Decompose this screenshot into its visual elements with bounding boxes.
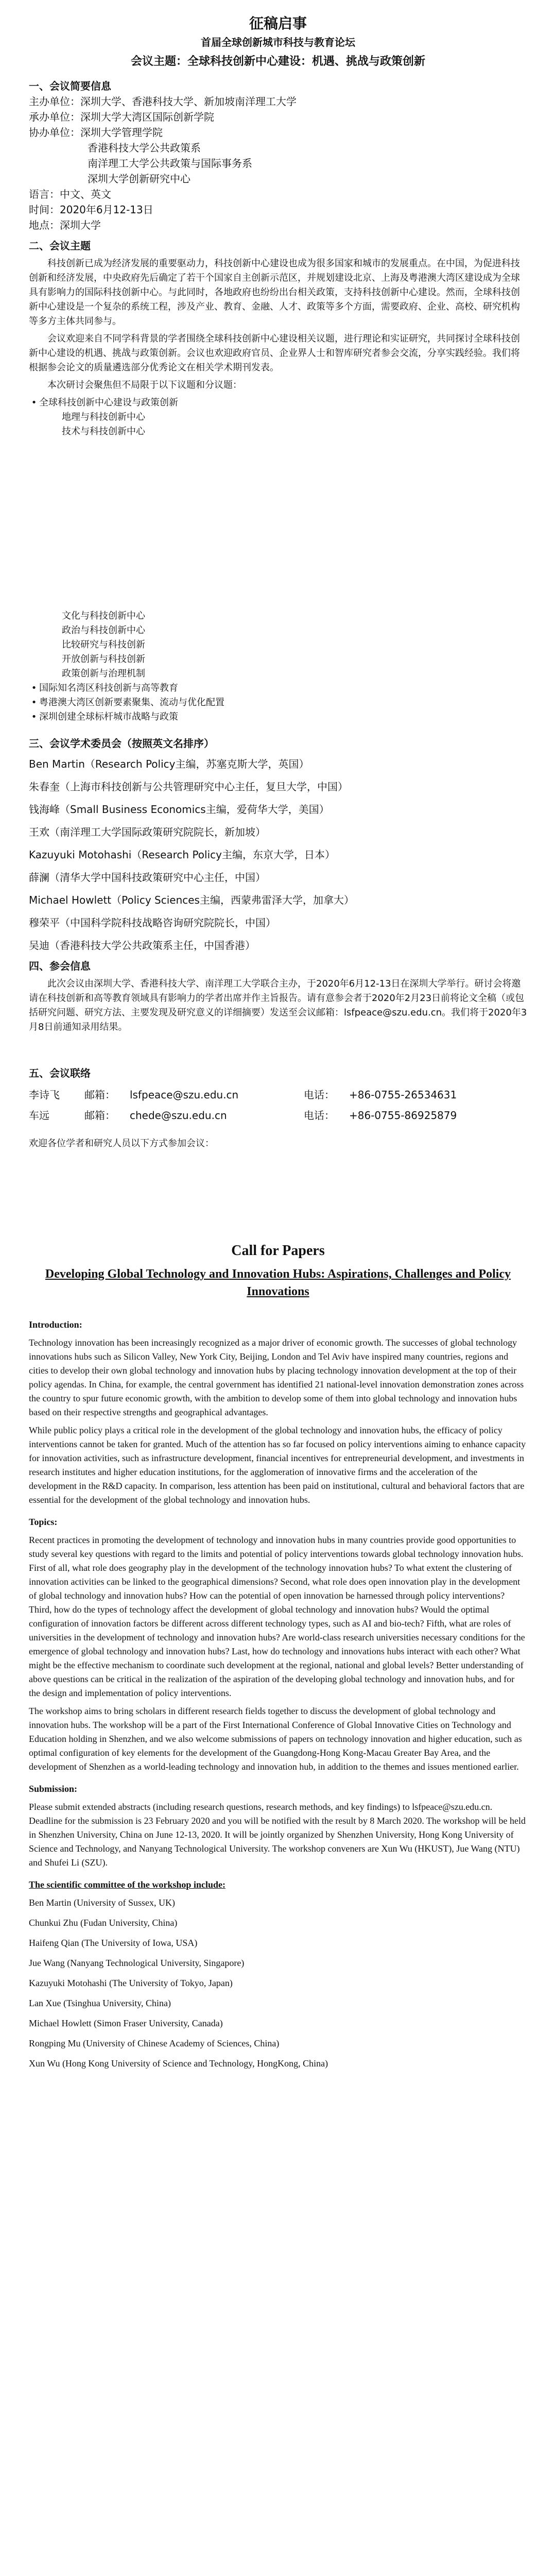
cn-header [0,13,556,70]
en-intro-title: Introduction: [29,1319,82,1330]
cn-topic-1: • 全球科技创新中心建设与政策创新 [0,396,556,410]
cn-paragraph-3: 本次研讨会聚焦但不局限于以下议题和分议题： [47,380,242,391]
cn-committee-1: Ben Martin（Research Policy主编，苏塞克斯大学，英国） [29,758,309,770]
cn-footer-welcome: 欢迎各位学者和研究人员以下方式参加会议： [29,1138,214,1149]
cn-section-2 [0,238,556,724]
cn-meta-1: 主办单位：深圳大学、香港科技大学、新加坡南洋理工大学 [29,95,297,108]
cn-committee-2: 朱春奎（上海市科技创新与公共管理研究中心主任，复旦大学，中国） [29,781,348,793]
cn-topics-list [0,396,556,724]
cn-contact-1-email[interactable]: lsfpeace@szu.edu.cn [130,1089,239,1101]
en-intro-paragraph-2: While public policy plays a critical role in the development of the global technology and innovation hubs, the efficacy of policy interventions cannot be taken for granted. Much of the attention has so far focused on policy interventions aiming to enhance capacity for innovation activities, such as infrastructure development, financial incentives for entrepreneurial development, and investments in research institutes and higher education institutions, for the agglomeration of innovative firms and the acceleration of the development in the R&D capacity. In comparison, less attention has been paid on institutional, cultural and behavioral factors that are essential for the development of the global technology and innovation hubs. [29,1425,526,1505]
cn-topic-11: • 深圳创建全球标杆城市战略与政策 [0,710,556,724]
en-submission-title: Submission: [29,1784,78,1794]
cn-topic-2: 地理与科技创新中心 [62,412,145,422]
cn-committee-6: 薛澜（清华大学中国科技政策研究中心主任，中国） [29,871,266,884]
cn-contact-1 [0,1087,556,1103]
cn-meta-4: 香港科技大学公共政策系 [88,142,201,154]
cn-topic-9: • 国际知名湾区科技创新与高等教育 [0,681,556,696]
cn-topic-6: 比较研究与科技创新 [62,639,145,650]
en-intro [0,1318,556,2071]
cn-contact-2-phone-label: 电话： [304,1109,335,1122]
cn-sec2-title: 二、会议主题 [29,240,91,252]
cn-contact-1-email-label: 邮箱： [84,1089,115,1101]
cn-topic-11-text: 深圳创建全球标杆城市战略与政策 [39,711,178,722]
en-topics-title: Topics: [29,1517,58,1527]
cn-contact-2-phone: +86-0755-86925879 [349,1109,457,1122]
cn-committee-8: 穆荣平（中国科学院科技战略咨询研究院院长，中国） [29,917,276,929]
en-committee-3: Haifeng Qian (The University of Iowa, USA) [29,1938,198,1948]
cn-title-main: 征稿启事 [249,15,307,32]
en-committee-4: Jue Wang (Nanyang Technological University, Singapore) [29,1958,245,1968]
cn-meta-8: 时间：2020年6月12-13日 [29,204,153,216]
cn-contact-2-name: 车远 [29,1109,49,1122]
cn-sec4-title: 四、参会信息 [29,960,91,972]
cn-sec5-title: 五、会议联络 [29,1067,91,1079]
en-title-b: Developing Global Technology and Innovation Hubs: Aspirations, Challenges and Policy Innovations [45,1267,511,1298]
en-submission-paragraph: Please submit extended abstracts (including research questions, research methods, and key findings) to lsfpeace@szu.edu.cn. Deadline for the submission is 23 February 2020 and you will be notified with the result by 8 March 2020. The workshop will be held in Shenzhen University, China on June 12-13, 2020. It will be jointly organized by Shenzhen University, Hong Kong University of Science and Technology, and Nanyang Technological University. The workshop conveners are Xun Wu (HKUST), Jue Wang (NTU) and Shufei Li (SZU). [29,1802,526,1868]
cn-committee-7: Michael Howlett（Policy Sciences主编，西蒙弗雷泽大学，加拿大） [29,894,354,906]
en-committee-8: Rongping Mu (University of Chinese Academy of Sciences, China) [29,2038,280,2048]
en-committee-9: Xun Wu (Hong Kong University of Science and Technology, HongKong, China) [29,2058,328,2069]
cn-contact-2-email[interactable]: chede@szu.edu.cn [130,1109,227,1122]
cn-committee-3: 钱海峰（Small Business Economics主编，爱荷华大学，美国） [29,803,329,816]
cn-sec3-title: 三、会议学术委员会（按照英文名排序） [29,737,214,750]
cn-contact-2-email-label: 邮箱： [84,1109,115,1122]
cn-committee-9: 吴迪（香港科技大学公共政策系主任，中国香港） [29,939,255,952]
cn-meta-7: 语言：中文、英文 [29,188,111,200]
cn-section-1 [0,78,556,233]
en-topics-paragraph-2: The workshop aims to bring scholars in different research fields together to discuss the development of global technology and innovation hubs. The workshop will be a part of the First International Conference of Global Innovative Cities on Technology and Education holding in Shenzhen, and we also welcome submissions of papers on technology innovation and higher education, such as optimal configuration of key elements for the development of the Guangdong-Hong Kong-Macau Greater Bay Area, and the development of Shenzhen as a world-leading technology and innovation hub, in addition to the themes and issues mentioned earlier. [29,1706,522,1772]
cn-topics-spacer [0,439,556,609]
cn-paragraph-4: 此次会议由深圳大学、香港科技大学、南洋理工大学联合主办，于2020年6月12-13日在深圳大学举行。研讨会将邀请在科技创新和高等教育领域具有影响力的学者出席并作主旨报告。请有意参会者于2020年2月23日前将论文全稿（或包括研究问题、研究方法、主要发现及研究意义的详细摘要）发送至会议邮箱：lsfpeace@szu.edu.cn。我们将于2020年3月8日前通知录用结果。 [29,978,527,1032]
en-committee-1: Ben Martin (University of Sussex, UK) [29,1897,175,1908]
cn-meta-3: 协办单位：深圳大学管理学院 [29,126,163,139]
en-committee-2: Chunkui Zhu (Fudan University, China) [29,1918,178,1928]
cn-contact-1-phone: +86-0755-26534631 [349,1089,457,1101]
en-title-a: Call for Papers [231,1243,325,1259]
en-committee-5: Kazuyuki Motohashi (The University of Tokyo, Japan) [29,1978,233,1988]
cn-section-5 [0,1065,556,1151]
cn-meta-9: 地点：深圳大学 [29,219,101,231]
cn-committee-5: Kazuyuki Motohashi（Research Policy主编，东京大学，日本） [29,849,335,861]
cn-subtitle: 会议主题：全球科技创新中心建设：机遇、挑战与政策创新 [130,55,425,68]
en-topics-paragraph-1: Recent practices in promoting the development of technology and innovation hubs in many countries provide good opportunities to study several key questions with regard to the limits and potential of policy interventions towards global technology innovation hubs. First of all, what role does geography play in the development of the technology innovation hubs? To what extent the clustering of innovation activities can be linked to the geographical dimensions? Second, what role does open innovation play in the development of global technology and innovation hubs? How can the potential of open innovation be harnessed through policy interventions? Third, how do the types of technology affect the development of global technology and innovation hubs? Would the optimal configuration of innovation factors be different across different technology types, such as AI and bio-tech? Fifth, what are roles of universities in the development of technology and innovation hubs? Are world-class research universities necessary conditions for the emergence of global technology and innovation hubs? Last, how do technology and innovations hubs interact with each other? What might be the effective mechanism to coordinate such development at the regional, national and global levels? Better understanding of above questions can be critical in the realization of the aspiration of the developing global technology and innovation hubs, and for the design and implementation of policy interventions. [29,1535,525,1698]
cn-topic-8: 政策创新与治理机制 [62,668,145,679]
en-header [0,1242,556,1300]
en-committee-7: Michael Howlett (Simon Fraser University, Canada) [29,2018,223,2028]
en-committee-title: The scientific committee of the workshop include: [29,1879,225,1890]
cn-topic-1-text: 全球科技创新中心建设与政策创新 [39,397,178,408]
cn-topic-7: 开放创新与科技创新 [62,654,145,665]
cn-topic-5: 政治与科技创新中心 [62,625,145,636]
cn-title-sub: 首届全球创新城市科技与教育论坛 [201,36,355,48]
cn-topic-4: 文化与科技创新中心 [62,611,145,621]
cn-contact-2 [0,1108,556,1123]
cn-meta-5: 南洋理工大学公共政策与国际事务系 [88,157,252,170]
cn-topic-10: • 粤港澳大湾区创新要素聚集、流动与优化配置 [0,696,556,710]
cn-meta-2: 承办单位：深圳大学大湾区国际创新学院 [29,111,214,123]
cn-topic-10-text: 粤港澳大湾区创新要素聚集、流动与优化配置 [39,697,224,708]
cn-section-3 [0,736,556,960]
en-committee-6: Lan Xue (Tsinghua University, China) [29,1998,171,2008]
cn-paragraph-2: 会议欢迎来自不同学科背景的学者围绕全球科技创新中心建设相关议题，进行理论和实证研究，共同探讨全球科技创新中心建设的机遇、挑战与政策创新。会议也欢迎政府官员、企业界人士和智库研究者参会交流，分享实践经验。我们将根据参会论文的质量遴选部分优秀论文在相关学术期刊发表。 [29,333,520,373]
cn-paragraph-1: 科技创新已成为经济发展的重要驱动力，科技创新中心建设也成为很多国家和城市的发展重点。在中国，为促进科技创新和经济发展，中央政府先后确定了若干个国家自主创新示范区，并规划建设北京、上海及粤港澳大湾区建设成为全球具有影响力的国际科技创新中心。与此同时，各地政府也纷纷出台相关政策，支持科技创新中心建设。然而，全球科技创新中心建设是一个复杂的系统工程，涉及产业、教育、金融、人才、政策等多个方面，需要政府、企业、高校、研究机构等多方主体共同参与。 [29,258,520,327]
cn-contact-1-phone-label: 电话： [304,1089,335,1101]
cn-sec1-title: 一、会议简要信息 [29,80,111,92]
cn-section-4 [0,958,556,1035]
cn-topic-9-text: 国际知名湾区科技创新与高等教育 [39,683,178,693]
cn-committee-4: 王欢（南洋理工大学国际政策研究院院长，新加坡） [29,826,266,838]
cn-topic-3: 技术与科技创新中心 [62,426,145,437]
cn-contact-1-name: 李诗飞 [29,1089,60,1101]
en-intro-paragraph-1: Technology innovation has been increasingly recognized as a major driver of economic growth. The successes of global technology innovations hubs such as Silicon Valley, New York City, Beijing, London and Tel Aviv have inspired many countries, regions and cities to develop their own global technology and innovation hubs by placing technology innovation development at the top of their policy agendas. In China, for example, the central government has identified 21 national-level innovation demonstration zones across the country to spur future economic growth, with the ambition to develop some of them into global technology and innovation hubs based on their respective strengths and geographical advantages. [29,1337,524,1417]
cn-meta-6: 深圳大学创新研究中心 [88,173,190,185]
